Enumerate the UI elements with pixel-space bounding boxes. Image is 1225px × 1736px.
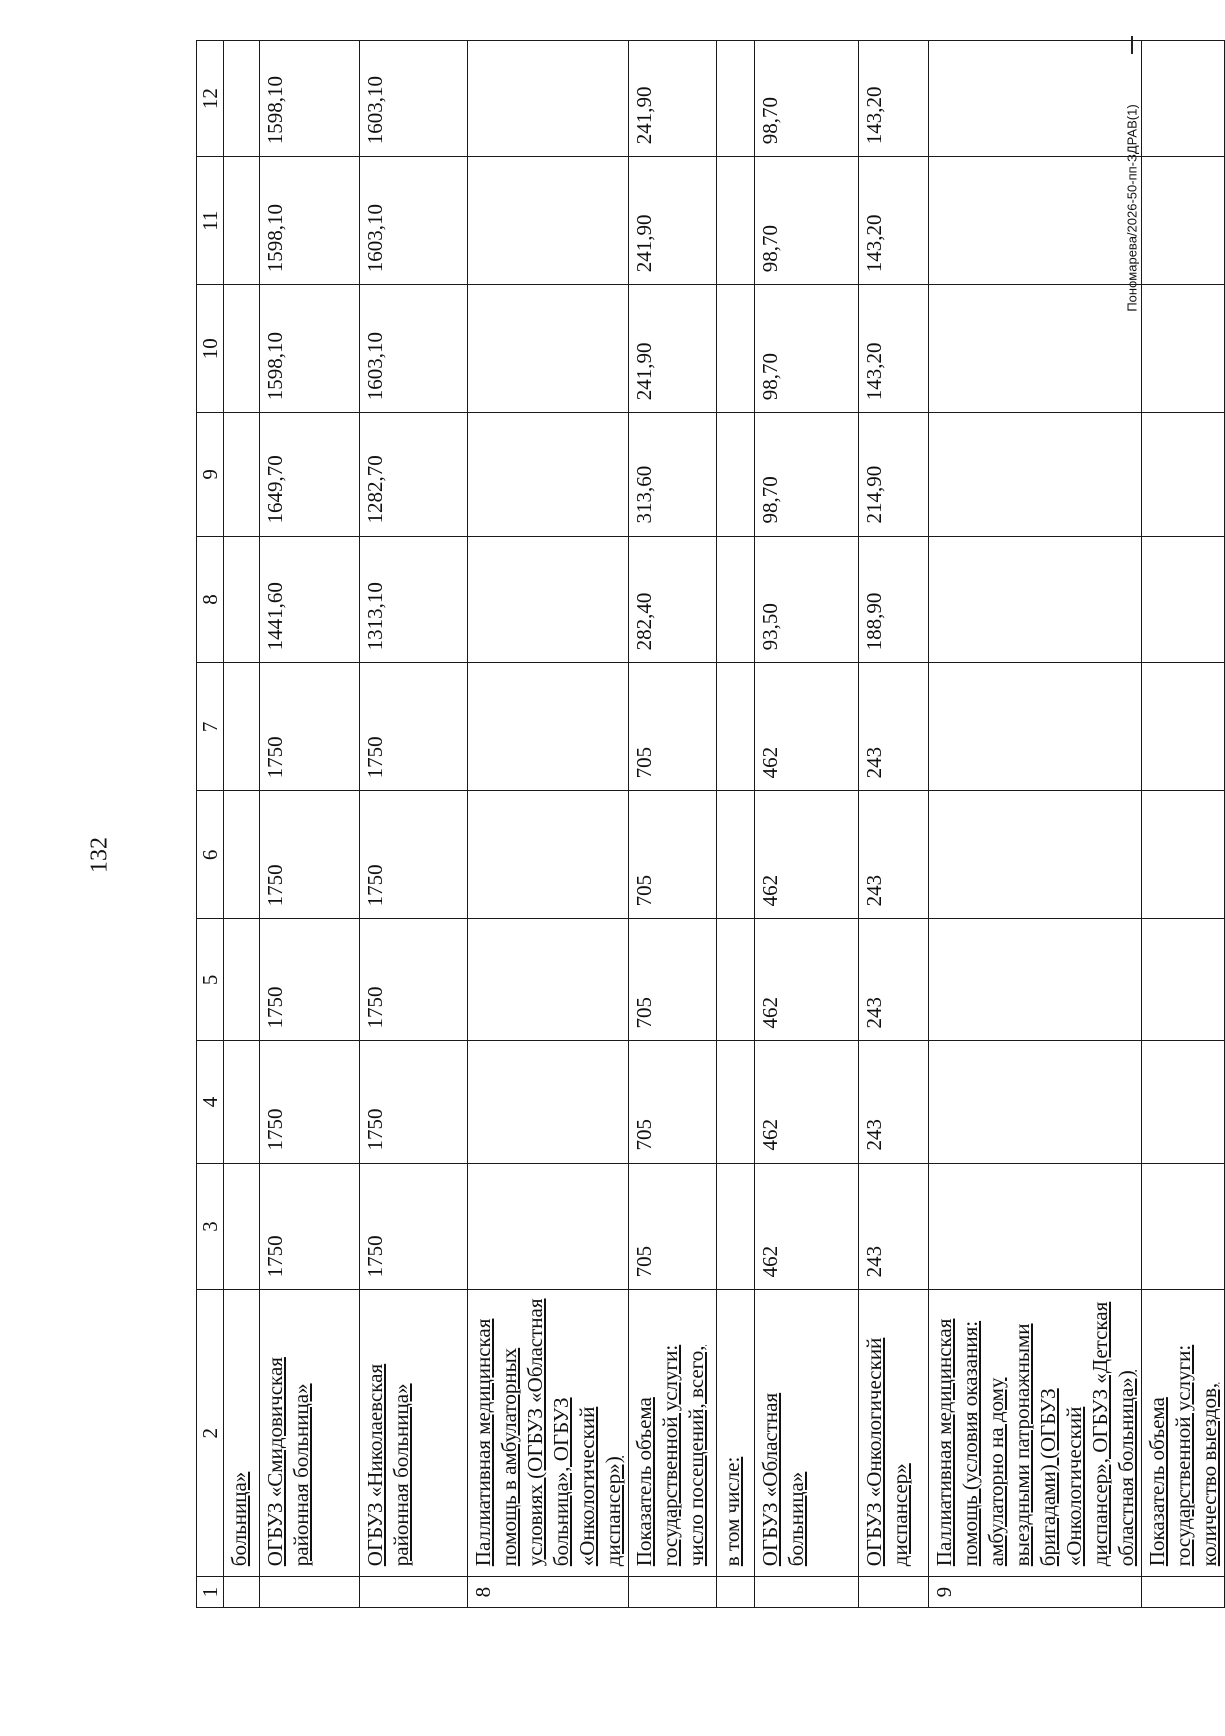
description-text: ОГБУЗ «Смидовичская районная больница» xyxy=(263,1357,313,1567)
value-cell-col-8: 1441,60 xyxy=(260,536,360,663)
value-cell-col-4 xyxy=(468,1041,629,1163)
description-cell xyxy=(717,1290,755,1577)
value-cell-col-6 xyxy=(468,791,629,919)
value-cell-col-3: 243 xyxy=(859,1163,929,1290)
value-cell-col-9: 214,90 xyxy=(859,413,929,536)
table-row xyxy=(859,41,929,1608)
value-cell-col-6: 1750 xyxy=(360,791,468,919)
column-number-2: 2 xyxy=(197,1290,224,1577)
description-text: больница» xyxy=(227,1471,251,1567)
value-cell-col-8 xyxy=(717,536,755,663)
value-cell-col-3 xyxy=(929,1163,1142,1290)
value-cell-col-9: 1649,70 xyxy=(260,413,360,536)
column-number-7: 7 xyxy=(197,663,224,791)
table-row xyxy=(224,41,260,1608)
table-row xyxy=(260,41,360,1608)
value-cell-col-11 xyxy=(1142,157,1225,285)
row-index-cell: 8 xyxy=(468,1577,629,1608)
value-cell-col-5: 705 xyxy=(629,919,717,1041)
value-cell-col-4: 705 xyxy=(629,1041,717,1163)
value-cell-col-8: 1313,10 xyxy=(360,536,468,663)
value-cell-col-8: 93,50 xyxy=(755,536,859,663)
value-cell-col-10: 1603,10 xyxy=(360,285,468,413)
value-cell-col-12 xyxy=(1142,41,1225,157)
value-cell-col-11: 143,20 xyxy=(859,157,929,285)
value-cell-col-6 xyxy=(224,791,260,919)
value-cell-col-4: 1750 xyxy=(260,1041,360,1163)
value-cell-col-12 xyxy=(224,41,260,157)
value-cell-col-6: 1750 xyxy=(260,791,360,919)
value-cell-col-4: 1750 xyxy=(360,1041,468,1163)
table-row xyxy=(629,41,717,1608)
description-text: Показатель объема государственной услуги: количество выездов, xyxy=(1145,1344,1221,1567)
indicator-table xyxy=(196,40,1225,1608)
description-text: Показатель объема государственной услуги: число посещений, всего, xyxy=(632,1344,708,1567)
description-text: ОГБУЗ «Областная больница» xyxy=(758,1392,808,1567)
value-cell-col-7 xyxy=(1142,663,1225,791)
value-cell-col-10 xyxy=(468,285,629,413)
value-cell-col-10: 143,20 xyxy=(859,285,929,413)
value-cell-col-5: 1750 xyxy=(260,919,360,1041)
value-cell-col-3 xyxy=(224,1163,260,1290)
page-number: 132 xyxy=(86,837,113,873)
value-cell-col-10 xyxy=(1142,285,1225,413)
row-index-cell xyxy=(717,1577,755,1608)
row-index-cell xyxy=(224,1577,260,1608)
footer-document-code: Пономарева/2026-50-пп-ЗДРАВ(1) xyxy=(1124,104,1140,312)
value-cell-col-11 xyxy=(468,157,629,285)
value-cell-col-7 xyxy=(468,663,629,791)
value-cell-col-7 xyxy=(929,663,1142,791)
value-cell-col-4 xyxy=(224,1041,260,1163)
value-cell-col-11 xyxy=(224,157,260,285)
value-cell-col-4 xyxy=(1142,1041,1225,1163)
value-cell-col-11 xyxy=(929,157,1142,285)
value-cell-col-11: 98,70 xyxy=(755,157,859,285)
value-cell-col-8 xyxy=(929,536,1142,663)
row-index-cell xyxy=(859,1577,929,1608)
value-cell-col-11: 1598,10 xyxy=(260,157,360,285)
description-text: в том числе: xyxy=(720,1456,744,1567)
table-row xyxy=(360,41,468,1608)
description-cell xyxy=(629,1290,717,1577)
table-row xyxy=(755,41,859,1608)
value-cell-col-8 xyxy=(1142,536,1225,663)
value-cell-col-7: 462 xyxy=(755,663,859,791)
description-cell xyxy=(755,1290,859,1577)
column-number-6: 6 xyxy=(197,791,224,919)
value-cell-col-8 xyxy=(468,536,629,663)
description-cell xyxy=(859,1290,929,1577)
value-cell-col-10 xyxy=(717,285,755,413)
value-cell-col-9 xyxy=(468,413,629,536)
description-cell xyxy=(1142,1290,1225,1577)
value-cell-col-10: 1598,10 xyxy=(260,285,360,413)
description-cell xyxy=(929,1290,1142,1577)
value-cell-col-3: 1750 xyxy=(260,1163,360,1290)
table-row xyxy=(929,41,1142,1608)
value-cell-col-8: 282,40 xyxy=(629,536,717,663)
value-cell-col-6 xyxy=(929,791,1142,919)
value-cell-col-12 xyxy=(717,41,755,157)
value-cell-col-9 xyxy=(224,413,260,536)
value-cell-col-8: 188,90 xyxy=(859,536,929,663)
value-cell-col-4 xyxy=(717,1041,755,1163)
column-number-1: 1 xyxy=(197,1577,224,1608)
description-cell xyxy=(468,1290,629,1577)
value-cell-col-3: 462 xyxy=(755,1163,859,1290)
value-cell-col-10 xyxy=(224,285,260,413)
value-cell-col-4: 243 xyxy=(859,1041,929,1163)
value-cell-col-12: 1598,10 xyxy=(260,41,360,157)
column-number-12: 12 xyxy=(197,41,224,157)
description-cell xyxy=(360,1290,468,1577)
value-cell-col-11 xyxy=(717,157,755,285)
value-cell-col-8 xyxy=(224,536,260,663)
value-cell-col-7: 243 xyxy=(859,663,929,791)
value-cell-col-9: 98,70 xyxy=(755,413,859,536)
row-index-cell xyxy=(1142,1577,1225,1608)
value-cell-col-11: 241,90 xyxy=(629,157,717,285)
value-cell-col-10 xyxy=(929,285,1142,413)
column-number-8: 8 xyxy=(197,536,224,663)
row-index-cell: 9 xyxy=(929,1577,1142,1608)
value-cell-col-3: 1750 xyxy=(360,1163,468,1290)
value-cell-col-3 xyxy=(717,1163,755,1290)
value-cell-col-11: 1603,10 xyxy=(360,157,468,285)
value-cell-col-7: 1750 xyxy=(260,663,360,791)
value-cell-col-12: 1603,10 xyxy=(360,41,468,157)
description-cell xyxy=(224,1290,260,1577)
description-text: ОГБУЗ «Онкологический диспансер» xyxy=(862,1337,912,1567)
value-cell-col-9 xyxy=(717,413,755,536)
value-cell-col-5 xyxy=(468,919,629,1041)
value-cell-col-6 xyxy=(717,791,755,919)
header-row xyxy=(197,41,224,1608)
table-body xyxy=(197,41,1225,1608)
description-text: ОГБУЗ «Николаевская районная больница» xyxy=(363,1363,413,1567)
value-cell-col-3: 705 xyxy=(629,1163,717,1290)
value-cell-col-5: 462 xyxy=(755,919,859,1041)
column-number-11: 11 xyxy=(197,157,224,285)
description-cell xyxy=(260,1290,360,1577)
value-cell-col-6: 705 xyxy=(629,791,717,919)
value-cell-col-5 xyxy=(224,919,260,1041)
value-cell-col-7 xyxy=(717,663,755,791)
value-cell-col-7: 1750 xyxy=(360,663,468,791)
value-cell-col-12 xyxy=(929,41,1142,157)
value-cell-col-10: 241,90 xyxy=(629,285,717,413)
row-index-cell xyxy=(360,1577,468,1608)
value-cell-col-9: 313,60 xyxy=(629,413,717,536)
value-cell-col-3 xyxy=(1142,1163,1225,1290)
column-number-5: 5 xyxy=(197,919,224,1041)
value-cell-col-9 xyxy=(929,413,1142,536)
value-cell-col-7: 705 xyxy=(629,663,717,791)
value-cell-col-7 xyxy=(224,663,260,791)
description-text: Паллиативная медицинская помощь в амбулаторных условиях (ОГБУЗ «Областная больница», ОГБУЗ «Онкологический диспансер») xyxy=(471,1298,625,1567)
value-cell-col-12: 241,90 xyxy=(629,41,717,157)
column-number-9: 9 xyxy=(197,413,224,536)
table-row xyxy=(468,41,629,1608)
value-cell-col-10: 98,70 xyxy=(755,285,859,413)
table-row xyxy=(717,41,755,1608)
value-cell-col-3 xyxy=(468,1163,629,1290)
value-cell-col-6: 462 xyxy=(755,791,859,919)
table-row xyxy=(1142,41,1225,1608)
value-cell-col-12 xyxy=(468,41,629,157)
value-cell-col-12: 98,70 xyxy=(755,41,859,157)
value-cell-col-5 xyxy=(717,919,755,1041)
value-cell-col-5: 1750 xyxy=(360,919,468,1041)
value-cell-col-9 xyxy=(1142,413,1225,536)
description-text: Паллиативная медицинская помощь (условия оказания: амбулаторно на дому выездными патронажными бригадами) (ОГБУЗ «Онкологический диспансер», ОГБУЗ «Детская областная больница») xyxy=(932,1301,1138,1567)
column-number-3: 3 xyxy=(197,1163,224,1290)
value-cell-col-5: 243 xyxy=(859,919,929,1041)
value-cell-col-4: 462 xyxy=(755,1041,859,1163)
column-number-10: 10 xyxy=(197,285,224,413)
column-number-4: 4 xyxy=(197,1041,224,1163)
row-index-cell xyxy=(755,1577,859,1608)
row-index-cell xyxy=(260,1577,360,1608)
value-cell-col-6 xyxy=(1142,791,1225,919)
row-index-cell xyxy=(629,1577,717,1608)
value-cell-col-6: 243 xyxy=(859,791,929,919)
value-cell-col-5 xyxy=(929,919,1142,1041)
value-cell-col-9: 1282,70 xyxy=(360,413,468,536)
value-cell-col-12: 143,20 xyxy=(859,41,929,157)
value-cell-col-4 xyxy=(929,1041,1142,1163)
value-cell-col-5 xyxy=(1142,919,1225,1041)
